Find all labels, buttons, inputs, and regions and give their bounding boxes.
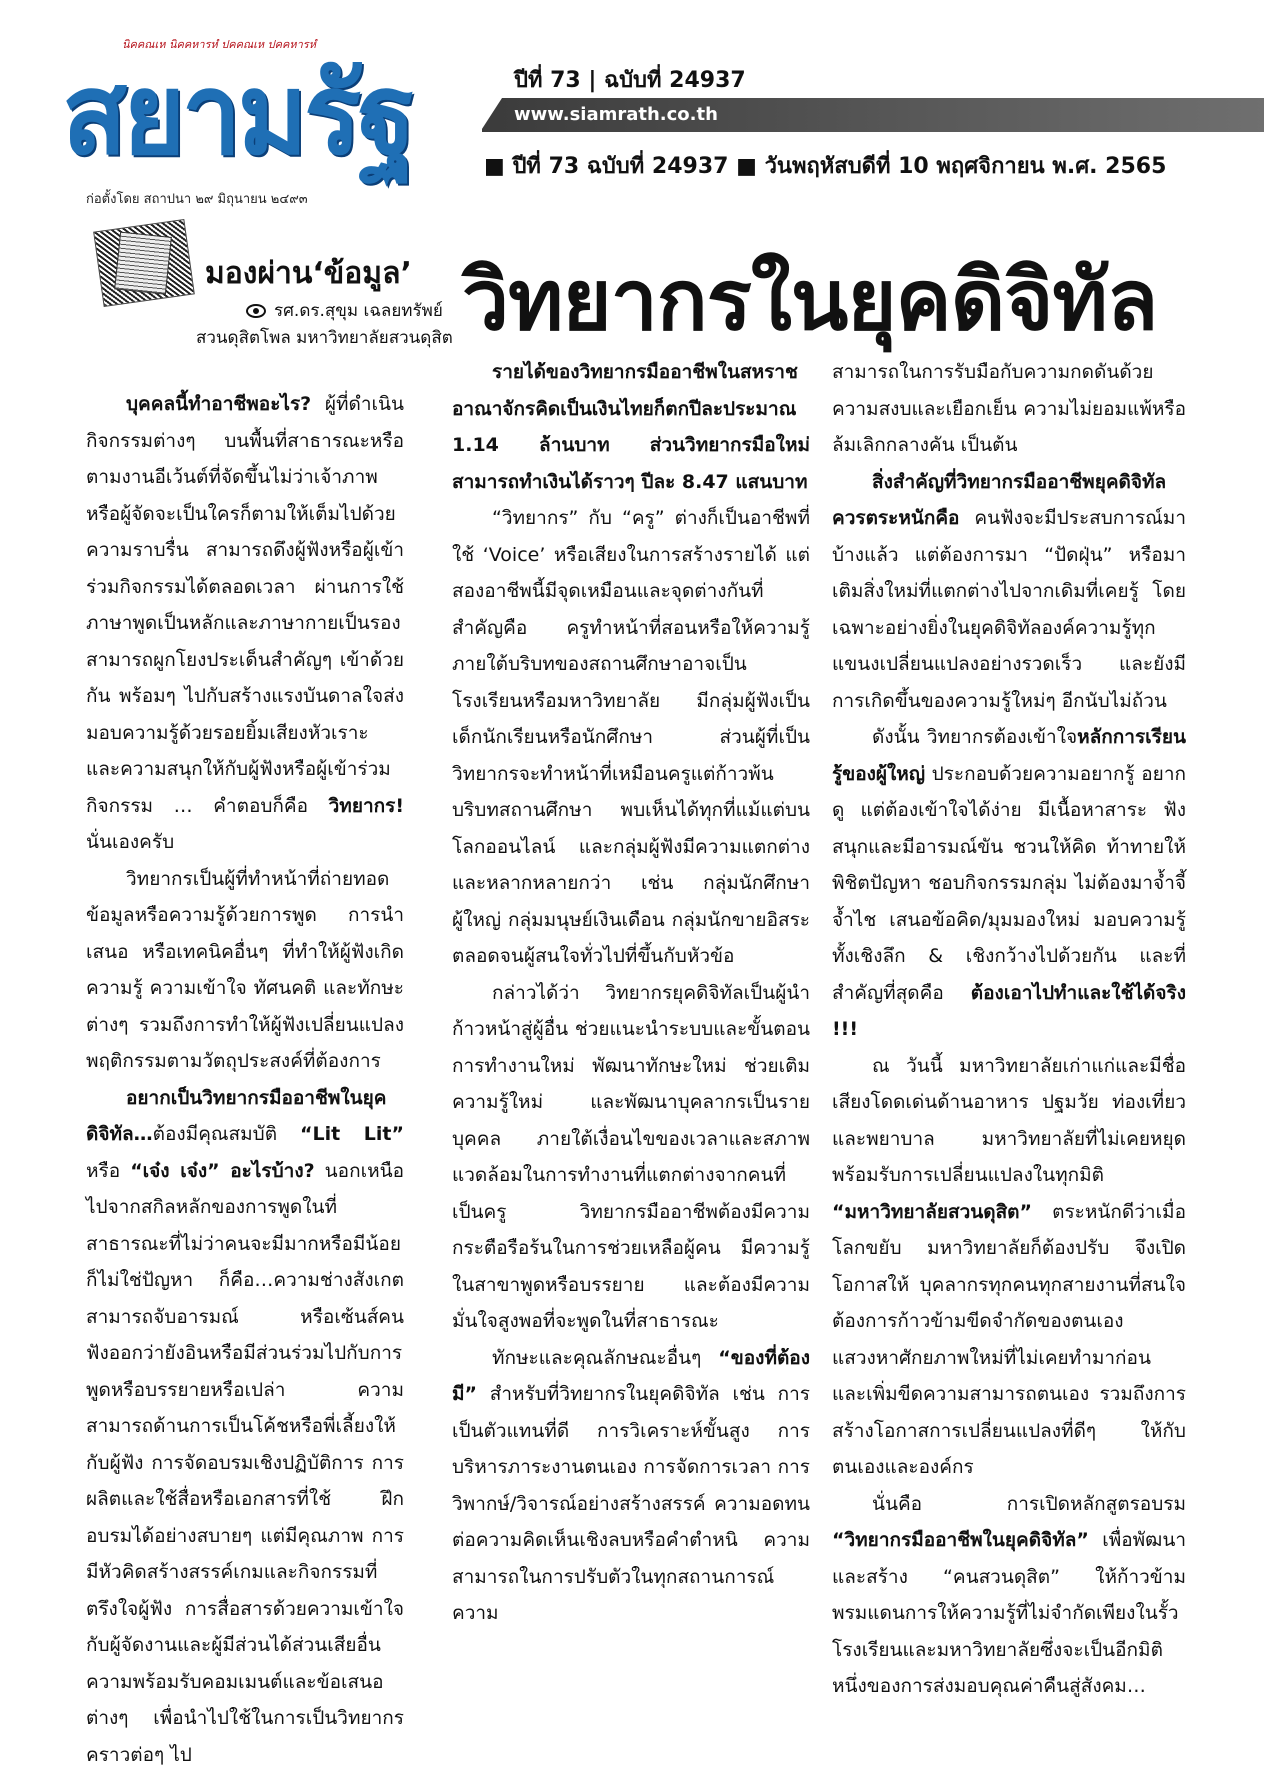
- bold-lead: บุคคลนี้ทำอาชีพอะไร?: [126, 393, 312, 415]
- text: ณ วันนี้ มหาวิทยาลัยเก่าแก่และมีชื่อเสียงโดดเด่นด้านอาหาร ปฐมวัย ท่องเที่ยว และพยาบาล มหาวิทยาลัยที่ไม่เคยหยุด พร้อมรับการเปลี่ยนแปลงในทุกมิติ: [832, 1054, 1186, 1186]
- text: ผู้ที่ดำเนินกิจกรรมต่างๆ บนพื้นที่สาธารณะหรือตามงานอีเว้นต์ที่จัดขึ้นไม่ว่าเจ้าภาพหรือผู้จัดจะเป็นใครก็ตามให้เต็มไปด้วยความราบรื่น สามารถดึงผู้ฟังหรือผู้เข้าร่วมกิจกรรมได้ตลอดเวลา ผ่านการใช้ภาษาพูดเป็นหลักและภาษากายเป็นรอง สามารถผูกโยงประเด็นสำคัญๆ เข้าด้วยกัน พร้อมๆ ไปกับสร้างแรงบันดาลใจส่งมอบความรู้ด้วยรอยยิ้มเสียงหัวเราะ และความสนุกให้กับผู้ฟังหรือผู้เข้าร่วมกิจกรรม … คำตอบก็คือ: [86, 393, 404, 817]
- website-url: www.siamrath.co.th: [514, 104, 718, 125]
- paragraph: [86, 1080, 404, 1774]
- newspaper-logo: สยามรัฐ: [62, 50, 413, 180]
- article-column-2: [452, 354, 810, 1632]
- text: หรือ: [86, 1159, 131, 1182]
- bold-text: ต้องเอาไปทำและใช้ได้จริง !!!: [832, 981, 1186, 1040]
- text: คนฟังจะมีประสบการณ์มาบ้างแล้ว แต่ต้องการมา “ปัดฝุ่น” หรือมาเติมสิ่งใหม่ที่แตกต่างไปจากเดิมที่เคยรู้ โดยเฉพาะอย่างยิ่งในยุคดิจิทัลองค์ความรู้ทุกแขนงเปลี่ยนแปลงอย่างรวดเร็ว และยังมีการเกิดขึ้นของความรู้ใหม่ๆ อีกนับไม่ถ้วน: [832, 507, 1186, 712]
- text: ทักษะและคุณลักษณะอื่นๆ: [492, 1346, 719, 1369]
- paragraph: [832, 719, 1186, 1048]
- website-bar: [482, 98, 1264, 132]
- masthead-mottos: นิคคณเห นิคคหารหํ ปคคณเห ปคคหารหํ: [122, 38, 316, 51]
- text: นั่นเองครับ: [86, 831, 175, 853]
- bold-text: “มหาวิทยาลัยสวนดุสิต”: [832, 1200, 1032, 1223]
- founded-line: ก่อตั้งโดย สถาปนา ๒๙ มิถุนายน ๒๔๙๓: [86, 192, 308, 207]
- paragraph: วิทยากรเป็นผู้ที่ทำหน้าที่ถ่ายทอดข้อมูลหรือความรู้ด้วยการพูด การนำเสนอ หรือเทคนิคอื่นๆ ที่ทำให้ผู้ฟังเกิดความรู้ ความเข้าใจ ทัศนคติ และทักษะต่างๆ รวมถึงการทำให้ผู้ฟังเปลี่ยนแปลงพฤติกรรมตามวัตถุประสงค์ที่ต้องการ: [86, 867, 404, 1072]
- paragraph: [86, 386, 404, 861]
- bold-text: “ของที่ต้องมี”: [452, 1346, 810, 1405]
- paragraph: “วิทยากร” กับ “ครู” ต่างก็เป็นอาชีพที่ใช้ ‘Voice’ หรือเสียงในการสร้างรายได้ แต่สองอาชีพนี้มีจุดเหมือนและจุดต่างกันที่สำคัญคือ ครูทำหน้าที่สอนหรือให้ความรู้ภายใต้บริบทของสถานศึกษาอาจเป็นโรงเรียนหรือมหาวิทยาลัย มีกลุ่มผู้ฟังเป็นเด็กนักเรียนหรือนักศึกษา ส่วนผู้ที่เป็นวิทยากรจะทำหน้าที่เหมือนครูแต่ก้าวพ้นบริบทสถานศึกษา พบเห็นได้ทุกที่แม้แต่บนโลกออนไลน์ และกลุ่มผู้ฟังมีความแตกต่างและหลากหลายกว่า เช่น กลุ่มนักศึกษาผู้ใหญ่ กลุ่มมนุษย์เงินเดือน กลุ่มนักขายอิสระ ตลอดจนผู้สนใจทั่วไปที่ขึ้นกับหัวข้อ: [452, 507, 810, 967]
- paragraph: สามารถในการรับมือกับความกดดันด้วยความสงบและเยือกเย็น ความไม่ยอมแพ้หรือล้มเลิกกลางคัน เป็นต้น: [832, 361, 1186, 456]
- text: ตระหนักดีว่าเมื่อโลกขยับ มหาวิทยาลัยก็ต้องปรับ จึงเปิดโอกาสให้ บุคลากรทุกคนทุกสายงานที่สนใจต้องการก้าวข้ามขีดจำกัดของตนเอง แสวงหาศักยภาพใหม่ที่ไม่เคยทำมาก่อน และเพิ่มขีดความสามารถตนเอง รวมถึงการสร้างโอกาสการเปลี่ยนแปลงที่ดีๆ ให้กับตนเองและองค์กร: [832, 1200, 1186, 1478]
- bold-text: วิทยากร!: [328, 794, 404, 817]
- bold-lead: อยากเป็นวิทยากรมืออาชีพในยุคดิจิทัล…: [86, 1086, 387, 1145]
- author-affiliation: สวนดุสิตโพล มหาวิทยาลัยสวนดุสิต: [196, 328, 453, 348]
- paper-icon: [114, 232, 172, 295]
- bold-text: “Lit Lit”: [300, 1123, 404, 1145]
- bold-lead: สิ่งสำคัญที่วิทยากรมืออาชีพยุคดิจิทัลควรตระหนักคือ: [832, 470, 1167, 529]
- text: เพื่อพัฒนาและสร้าง “คนสวนดุสิต” ให้ก้าวข้ามพรมแดนการให้ความรู้ที่ไม่จำกัดเพียงในรั้วโรงเรียนและมหาวิทยาลัยซึ่งจะเป็นอีกมิติหนึ่งของการส่งมอบคุณค่าคืนสู่สังคม…: [832, 1529, 1186, 1697]
- column-name: มองผ่าน‘ข้อมูล’: [205, 256, 412, 291]
- paragraph: [832, 1048, 1186, 1486]
- paragraph: [452, 1340, 810, 1632]
- bold-text: “เจ๋ง เจ๋ง” อะไรบ้าง?: [130, 1159, 315, 1182]
- paragraph: [832, 464, 1186, 720]
- column-logo-icon: [93, 219, 195, 307]
- paragraph: [832, 1486, 1186, 1705]
- headline: วิทยากรในยุคดิจิทัล: [462, 251, 1158, 349]
- article-column-3: [832, 354, 1186, 1705]
- article-column-1: [86, 386, 404, 1773]
- bold-text: “วิทยากรมืออาชีพในยุคดิจิทัล”: [832, 1529, 1089, 1551]
- text: นอกเหนือไปจากสกิลหลักของการพูดในที่สาธารณะที่ไม่ว่าคนจะมีมากหรือมีน้อยก็ไม่ใช่ปัญหา ก็คือ…ความช่างสังเกตสามารถจับอารมณ์ หรือเซ้นส์คนฟังออกว่ายังอินหรือมีส่วนร่วมไปกับการพูดหรือบรรยายหรือเปล่า ความสามารถด้านการเป็นโค้ชหรือพี่เลี้ยงให้กับผู้ฟัง การจัดอบรมเชิงปฏิบัติการ การผลิตและใช้สื่อหรือเอกสารที่ใช้ ฝึกอบรมได้อย่างสบายๆ แต่มีคุณภาพ การมีหัวคิดสร้างสรรค์เกมและกิจกรรมที่ตรึงใจผู้ฟัง การสื่อสารด้วยความเข้าใจ กับผู้จัดงานและผู้มีส่วนได้ส่วนเสียอื่น ความพร้อมรับคอมเมนต์และข้อเสนอต่างๆ เพื่อนำไปใช้ในการเป็นวิทยากรคราวต่อๆ ไป: [86, 1159, 404, 1766]
- text: ต้องมีคุณสมบัติ: [152, 1123, 301, 1145]
- dateline: ■ ปีที่ 73 ฉบับที่ 24937 ■ วันพฤหัสบดีที่ 10 พฤศจิกายน พ.ศ. 2565: [484, 154, 1167, 179]
- masthead: [62, 38, 462, 208]
- bar-notch: [480, 98, 502, 132]
- author-name: รศ.ดร.สุขุม เฉลยทรัพย์: [274, 301, 443, 321]
- bold-text: หลักการเรียนรู้ของผู้ใหญ่: [832, 726, 1186, 785]
- text: ประกอบด้วยความอยากรู้ อยากดู แต่ต้องเข้าใจได้ง่าย มีเนื้อหาสาระ ฟังสนุกและมีอารมณ์ขัน ชวนให้คิด ท้าทายให้พิชิตปัญหา ชอบกิจกรรมกลุ่ม ไม่ต้องมาจ้ำจี้จ้ำไช เสนอข้อคิด/มุมมองใหม่ มอบความรู้ทั้งเชิงลึก & เชิงกว้างไปด้วยกัน และที่สำคัญที่สุดคือ: [832, 762, 1186, 1004]
- author-line: [246, 297, 443, 324]
- text: ดังนั้น วิทยากรต้องเข้าใจ: [872, 726, 1078, 748]
- paragraph: กล่าวได้ว่า วิทยากรยุคดิจิทัลเป็นผู้นำก้าวหน้าสู่ผู้อื่น ช่วยแนะนำระบบและขั้นตอนการทำงานใหม่ พัฒนาทักษะใหม่ ช่วยเติมความรู้ใหม่ และพัฒนาบุคลากรเป็นรายบุคคล ภายใต้เงื่อนไขของเวลาและสภาพแวดล้อมในการทำงานที่แตกต่างจากคนที่เป็นครู วิทยากรมืออาชีพต้องมีความกระตือรือร้นในการช่วยเหลือผู้คน มีความรู้ในสาขาพูดหรือบรรยาย และต้องมีความมั่นใจสูงพอที่จะพูดในที่สาธารณะ: [452, 981, 810, 1332]
- text: สำหรับที่วิทยากรในยุคดิจิทัล เช่น การเป็นตัวแทนที่ดี การวิเคราะห์ขั้นสูง การบริหารภาระงานตนเอง การจัดการเวลา การวิพากษ์/วิจารณ์อย่างสร้างสรรค์ ความอดทนต่อความคิดเห็นเชิงลบหรือคำตำหนิ ความสามารถในการปรับตัวในทุกสถานการณ์ ความ: [452, 1383, 810, 1624]
- text: นั่นคือ การเปิดหลักสูตรอบรม: [872, 1492, 1186, 1515]
- eye-icon: [246, 304, 266, 318]
- issue-number: ปีที่ 73 | ฉบับที่ 24937: [514, 68, 746, 93]
- paragraph: [452, 354, 810, 500]
- bold-lead: รายได้ของวิทยากรมืออาชีพในสหราชอาณาจักรคิดเป็นเงินไทยก็ตกปีละประมาณ 1.14 ล้านบาท ส่วนวิทยากรมือใหม่สามารถทำเงินได้ราวๆ ปีละ 8.47 แสนบาท: [452, 361, 810, 493]
